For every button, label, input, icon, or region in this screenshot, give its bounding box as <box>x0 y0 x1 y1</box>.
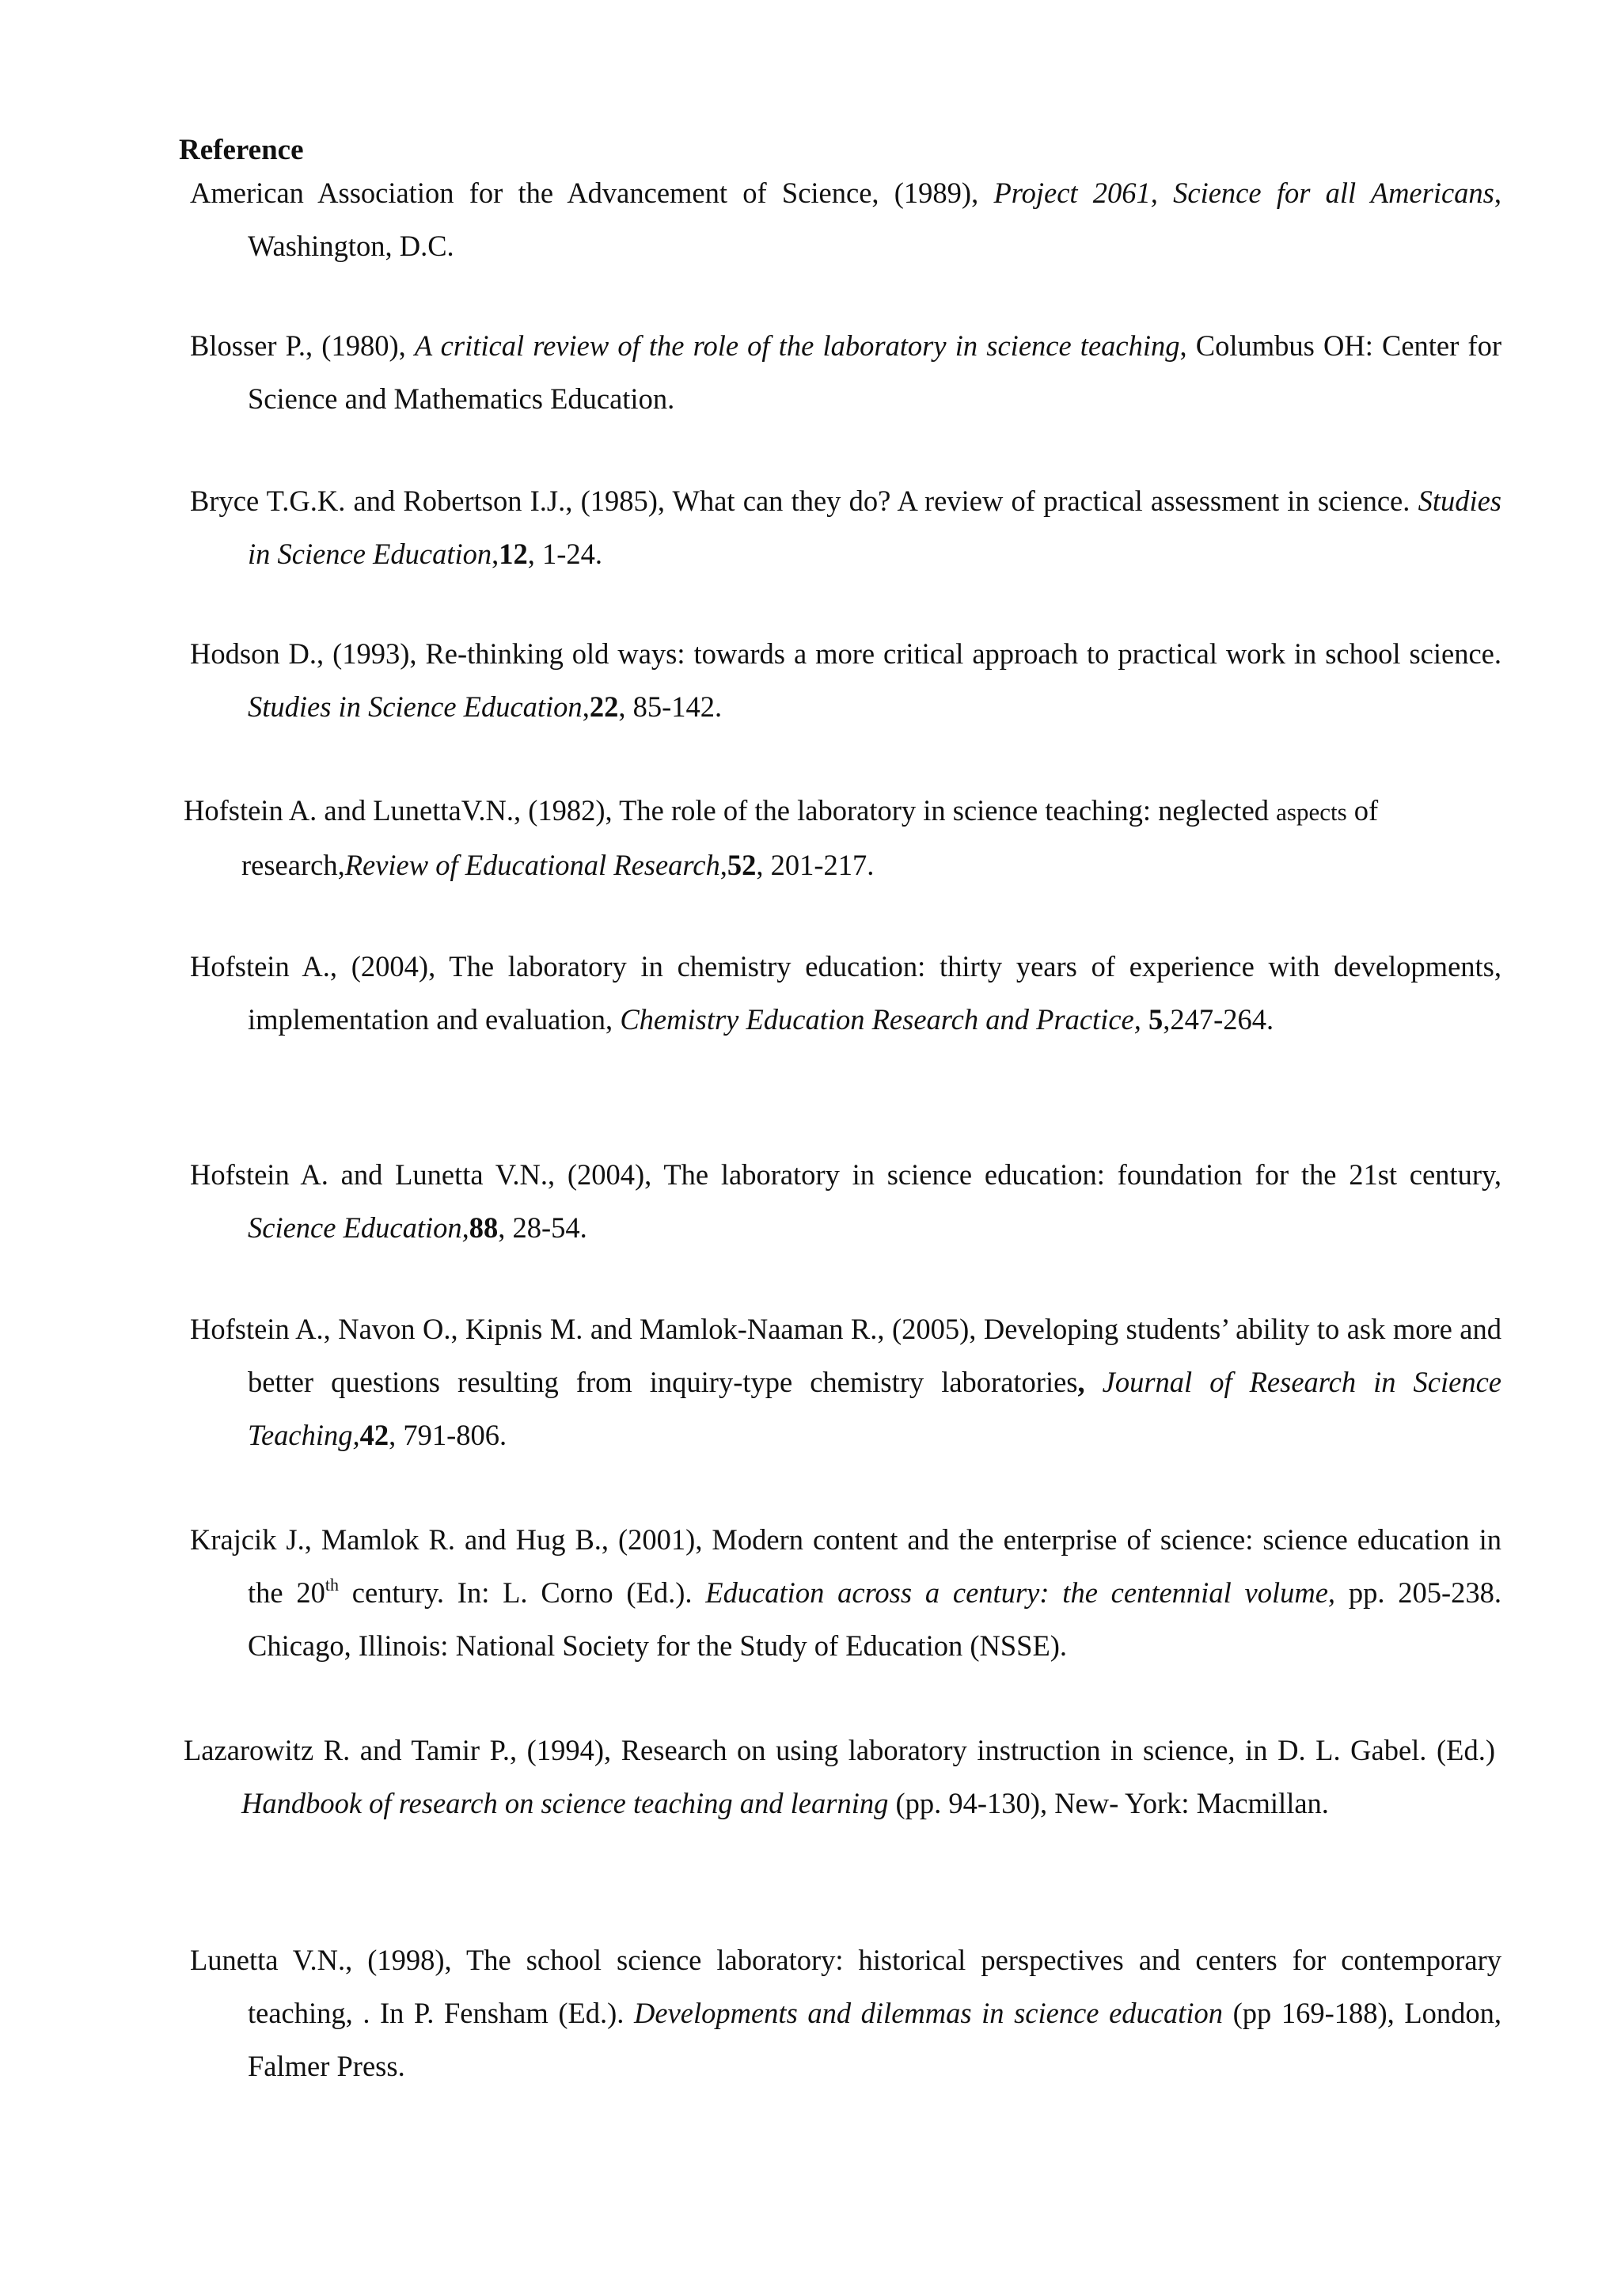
reference-authors: Hofstein A., Navon O., Kipnis M. and Mamlok-Naaman R., (2005), Developing students’ ability to ask more and better questions resulting from inquiry-type chemistry laboratories <box>190 1313 1501 1398</box>
reference-pages: , 201-217. <box>756 849 875 881</box>
reference-volume: 88 <box>469 1211 499 1244</box>
reference-journal: Review of Educational Research <box>344 849 720 881</box>
reference-authors: Lunetta V.N., (1998), The school science laboratory: historical perspectives and centers for contemporary teaching, . In P. Fensham (Ed.). <box>190 1944 1501 2029</box>
page-heading: Reference <box>179 134 304 166</box>
reference-journal: Chemistry Education Research and Practice, <box>620 1003 1141 1036</box>
reference-authors: Krajcik J., Mamlok R. and Hug B., (2001), Modern content and the enterprise of science: science education in the 20 <box>190 1523 1501 1609</box>
reference-entry <box>184 1724 1495 1830</box>
reference-authors: Lazarowitz R. and Tamir P., (1994), Research on using laboratory instruction in science, in D. L. Gabel. (Ed.) <box>184 1734 1495 1766</box>
reference-rest: pp. 205-238. Chicago, Illinois: National Society for the Study of Education (NSSE). <box>248 1576 1502 1662</box>
reference-entry: Bryce T.G.K. and Robertson I.J., (1985), What can they do? A review of practical assessment in science. Studies in Science Education,12, 1-24. <box>190 485 1501 570</box>
reference-authors: Hofstein A. and LunettaV.N., (1982), The role of the laboratory in science teaching: neglected <box>184 794 1270 827</box>
reference-pages: , 1-24. <box>527 538 603 570</box>
reference-volume: 12 <box>499 538 528 570</box>
reference-rest: (pp. 94-130), New- York: Macmillan. <box>888 1787 1329 1819</box>
reference-volume: 5 <box>1148 1003 1164 1036</box>
reference-entry <box>190 940 1501 1046</box>
reference-title: Education across a century: the centennial volume, <box>705 1576 1336 1609</box>
reference-volume: 42 <box>359 1419 389 1451</box>
reference-rest: , Washington, D.C. <box>248 177 1502 262</box>
reference-mid: century. In: L. Corno (Ed.). <box>339 1576 693 1609</box>
reference-journal: Studies in Science Education <box>248 485 1501 570</box>
reference-rest: , Columbus OH: Center for Science and Mathematics Education. <box>248 329 1501 415</box>
reference-volume: 22 <box>589 690 619 723</box>
reference-title: Developments and dilemmas in science education <box>634 1997 1224 2029</box>
reference-title: Project 2061, Science for all Americans <box>993 177 1494 209</box>
reference-authors: Hofstein A., (2004), The laboratory in chemistry education: thirty years of experience with developments, implementation and evaluation, <box>190 950 1501 1036</box>
reference-authors-tail: of research, <box>241 794 1379 881</box>
reference-pages: ,247-264. <box>1163 1003 1274 1036</box>
reference-entry <box>190 1148 1501 1254</box>
reference-entry: Hofstein A. and LunettaV.N., (1982), The role of the laboratory in science teaching: neglected aspects of research,Review of Educational Research,52, 201-217. <box>184 794 1379 881</box>
reference-authors: Hofstein A. and Lunetta V.N., (2004), The laboratory in science education: foundation for the 21st century, <box>190 1158 1501 1191</box>
reference-entry <box>190 166 1501 272</box>
reference-authors: Blosser P., (1980), <box>190 329 406 362</box>
reference-authors: Hodson D., (1993), Re-thinking old ways: towards a more critical approach to practical work in school science. <box>190 637 1501 670</box>
reference-authors: Bryce T.G.K. and Robertson I.J., (1985), What can they do? A review of practical assessment in science. <box>190 485 1410 517</box>
reference-journal: Studies in Science Education <box>248 690 583 723</box>
reference-entry <box>190 1513 1501 1672</box>
reference-superscript: th <box>325 1575 340 1595</box>
reference-pages: , 791-806. <box>389 1419 507 1451</box>
reference-authors: American Association for the Advancement of Science, (1989), <box>190 177 979 209</box>
reference-entry <box>190 319 1501 425</box>
reference-title: A critical review of the role of the laboratory in science teaching <box>414 329 1180 362</box>
reference-journal: Journal of Research in Science Teaching, <box>248 1366 1501 1451</box>
reference-rest: (pp 169-188), London, Falmer Press. <box>248 1997 1501 2082</box>
reference-pages: , 85-142. <box>618 690 723 723</box>
reference-authors-continued: aspects <box>1276 798 1347 826</box>
reference-entry <box>190 1933 1501 2093</box>
reference-journal: Science Education, <box>248 1211 469 1244</box>
reference-entry <box>190 1302 1501 1462</box>
reference-entry: Hodson D., (1993), Re-thinking old ways: towards a more critical approach to practical work in school science. Studies in Science Education,22, 85-142. <box>190 637 1501 723</box>
reference-pages: , 28-54. <box>498 1211 587 1244</box>
reference-title: Handbook of research on science teaching and learning <box>241 1787 889 1819</box>
reference-comma: , <box>1077 1366 1085 1398</box>
reference-volume: 52 <box>727 849 757 881</box>
